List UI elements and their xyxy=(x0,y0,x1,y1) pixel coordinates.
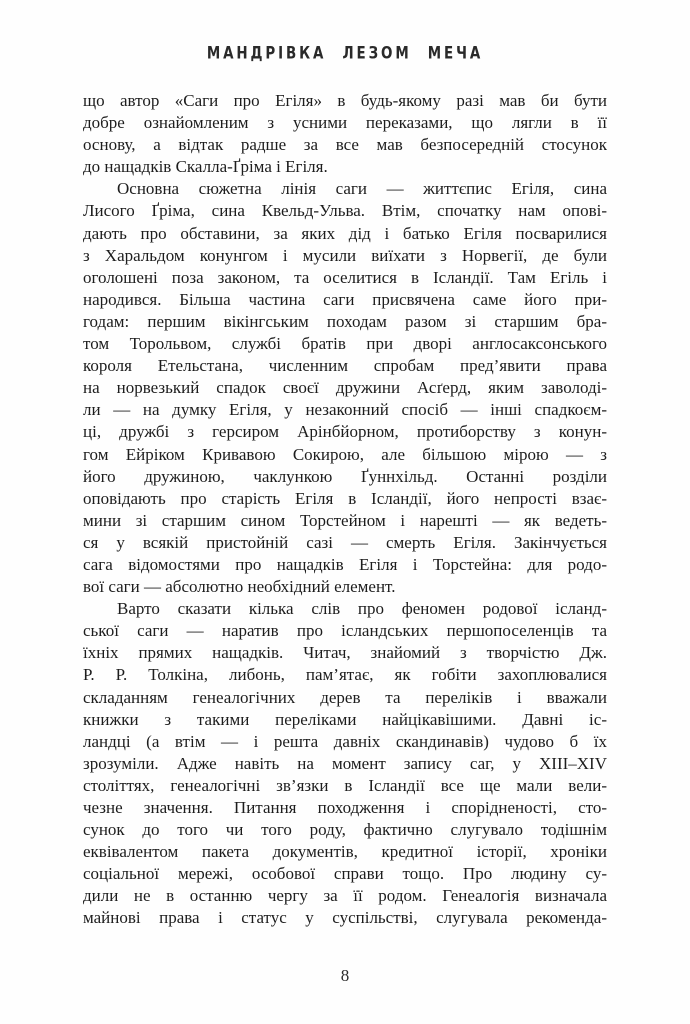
text-line: дили не в останню чергу за її родом. Генеалогія визначала xyxy=(83,886,607,906)
text-line: Р. Р. Толкіна, либонь, пам’ятає, як гобіти захоплювалися xyxy=(83,665,607,685)
running-header: МАНДРІВКА ЛЕЗОМ МЕЧА xyxy=(206,44,484,64)
text-line: сага відомостями про нащадків Егіля і Торстейна: для родо- xyxy=(83,554,607,574)
text-line: вої саги — абсолютно необхідний елемент. xyxy=(83,577,396,597)
text-line: еквівалентом пакета документів, кредитної історії, хроніки xyxy=(83,842,607,862)
paragraph xyxy=(83,90,607,178)
text-line: Основна сюжетна лінія саги — життєпис Егіля, сина xyxy=(117,179,607,199)
text-line: чезне значення. Питання походження і спорідненості, сто- xyxy=(83,798,607,817)
text-line: століттях, генеалогічні зв’язки в Ісландії все ще мали вели- xyxy=(83,775,607,795)
text-line: годам: першим вікінгським походам разом зі старшим бра- xyxy=(83,311,607,331)
text-line: Варто сказати кілька слів про феномен родової ісланд- xyxy=(117,599,607,619)
text-line: майнові права і статус у суспільстві, слугувала рекоменда- xyxy=(83,908,607,928)
text-line: що автор «Саги про Егіля» в будь-якому разі мав би бути xyxy=(83,91,607,110)
text-line: соціальної мережі, особової справи тощо. Про людину су- xyxy=(83,864,607,884)
text-line: сунок до того чи того роду, фактично слугувало тодішнім xyxy=(83,820,607,840)
text-line: ці, дружбі з герсиром Арінбйорном, протиборству з конун- xyxy=(83,422,607,442)
text-line: складанням генеалогічних дерев та переліків і вважали xyxy=(83,687,607,707)
text-line: добре ознайомленим з усними переказами, що лягли в її xyxy=(83,113,607,133)
text-line: дають про обставини, за яких дід і батько Егіля посварилися xyxy=(83,223,607,243)
text-line: народився. Більша частина саги присвячена саме його при- xyxy=(83,289,607,309)
text-line: гом Ейріком Кривавою Сокирою, але більшою мірою — з xyxy=(83,444,607,464)
text-line: мини зі старшим сином Торстейном і нарешті — як ведеть- xyxy=(83,510,607,530)
paragraph xyxy=(83,598,607,929)
text-line: ландці (а втім — і решта давніх скандинавів) чудово б їх xyxy=(83,731,607,751)
text-line: на норвезький спадок своєї дружини Асґерд, яким заволоді- xyxy=(83,378,607,398)
text-line: з Харальдом конунгом і мусили виїхати з Норвегії, де були xyxy=(83,245,607,265)
text-line: книжки з такими переліками найцікавішими. Давні іс- xyxy=(83,709,607,729)
text-line: том Торольвом, службі братів при дворі англосаксонського xyxy=(83,334,607,354)
text-line: ської саги — наратив про ісландських першопоселенців та xyxy=(83,621,607,641)
text-line: їхніх прямих нащадків. Читач, знайомий з творчістю Дж. xyxy=(83,643,607,663)
text-line: його дружиною, чаклункою Ґуннхільд. Останні розділи xyxy=(83,466,607,486)
text-line: оповідають про старість Егіля в Ісландії, його непрості взає- xyxy=(83,488,607,508)
page-number: 8 xyxy=(340,966,350,985)
text-line: Лисого Ґріма, сина Квельд-Ульва. Втім, спочатку нам опові- xyxy=(83,201,607,221)
text-line: до нащадків Скалла-Ґріма і Егіля. xyxy=(83,157,328,177)
text-line: короля Етельстана, численним спробам пред’явити права xyxy=(83,356,607,376)
text-line: ся у всякій пристойній сазі — смерть Егіля. Закінчується xyxy=(83,532,607,552)
text-block xyxy=(83,90,607,930)
text-line: зрозуміли. Адже навіть на момент запису саг, у XIII–XIV xyxy=(83,753,607,773)
text-line: основу, а відтак радше за все мав безпосередній стосунок xyxy=(83,135,607,155)
paragraph xyxy=(83,178,607,598)
text-line: ли — на думку Егіля, у незаконний спосіб — інші спадкоєм- xyxy=(83,400,607,420)
text-line: оголошені поза законом, та оселитися в Ісландії. Там Егіль і xyxy=(83,267,607,287)
